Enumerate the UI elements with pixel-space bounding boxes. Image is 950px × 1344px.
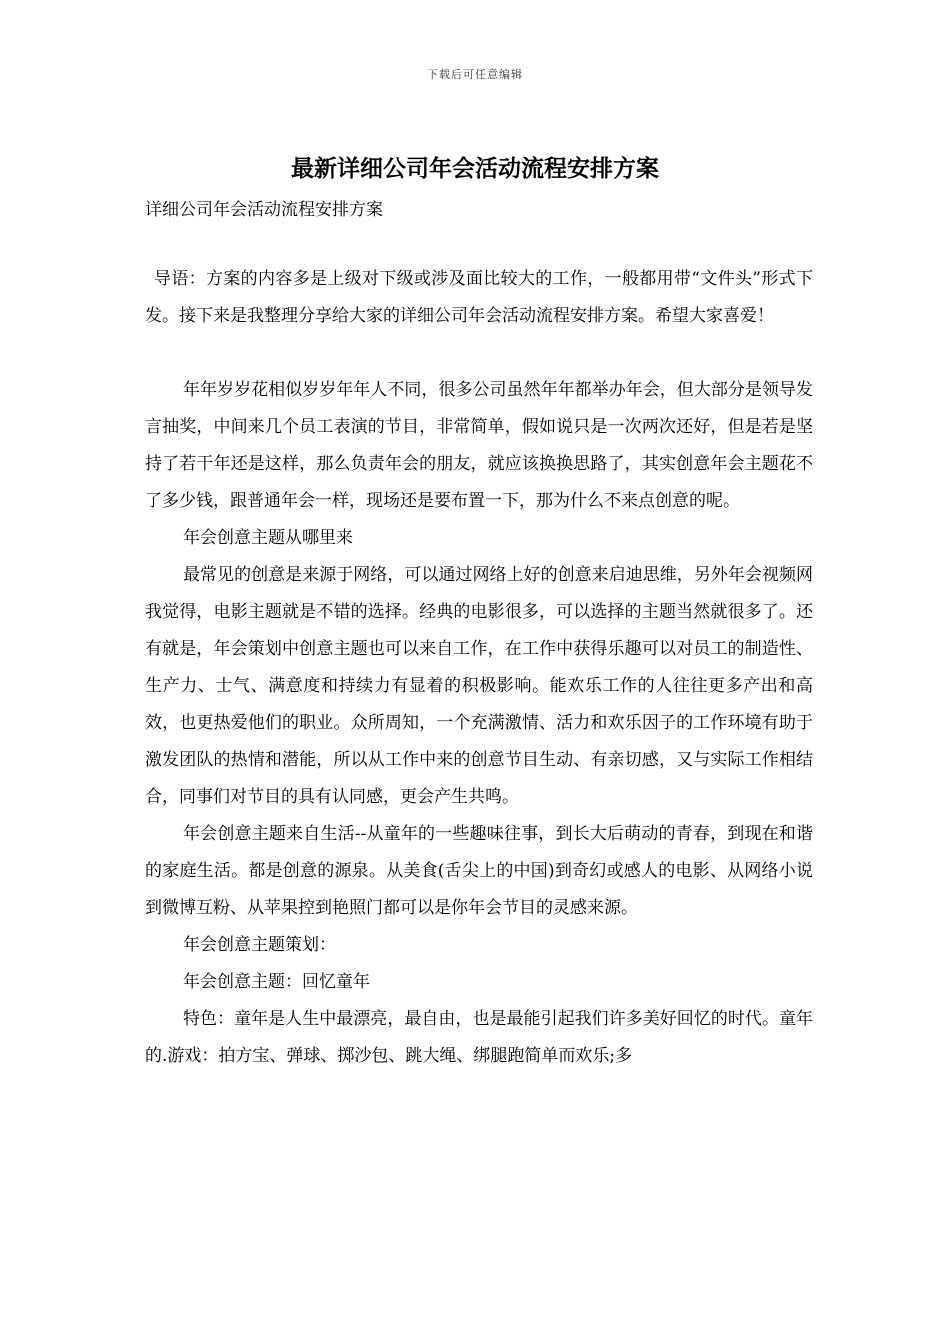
document-subtitle: 详细公司年会活动流程安排方案 <box>145 200 383 220</box>
page-header-note: 下载后可任意编辑 <box>427 68 523 81</box>
section-heading-theme-childhood: 年会创意主题：回忆童年 <box>183 972 370 992</box>
section-heading-theme-source: 年会创意主题从哪里来 <box>183 528 353 548</box>
body-paragraph-1: 年年岁岁花相似岁岁年年人不同，很多公司虽然年年都举办年会，但大部分是领导发言抽奖，中间来几个员工表演的节目，非常简单，假如说只是一次两次还好，但是若是坚持了若干年还是这样，那么负责年会的朋友，就应该换换思路了，其实创意年会主题花不了多少钱，跟普通年会一样，现场还是要布置一下，那为什么不来点创意的呢。 <box>145 380 813 511</box>
body-paragraph-4: 特色：童年是人生中最漂亮，最自由，也是最能引起我们许多美好回忆的时代。童年的.游戏：拍方宝、弹球、掷沙包、跳大绳、绑腿跑简单而欢乐;多 <box>145 1009 813 1066</box>
body-paragraph-3: 年会创意主题来自生活--从童年的一些趣味往事，到长大后萌动的青春，到现在和谐的家庭生活。都是创意的源泉。从美食(舌尖上的中国)到奇幻或感人的电影、从网络小说到微博互粉、从苹果控到艳照门都可以是你年会节目的灵感来源。 <box>145 824 813 918</box>
section-heading-theme-planning: 年会创意主题策划： <box>183 935 336 955</box>
body-paragraph-2: 最常见的创意是来源于网络，可以通过网络上好的创意来启迪思维，另外年会视频网我觉得，电影主题就是不错的选择。经典的电影很多，可以选择的主题当然就很多了。还有就是，年会策划中创意主题也可以来自工作，在工作中获得乐趣可以对员工的制造性、生产力、士气、满意度和持续力有显着的积极影响。能欢乐工作的人往往更多产出和高效，也更热爱他们的职业。众所周知，一个充满激情、活力和欢乐因子的工作环境有助于激发团队的热情和潜能，所以从工作中来的创意节目生动、有亲切感，又与实际工作相结合，同事们对节目的具有认同感，更会产生共鸣。 <box>145 565 813 807</box>
document-title: 最新详细公司年会活动流程安排方案 <box>291 155 659 182</box>
paragraph-spacer <box>145 335 813 372</box>
intro-paragraph: 导语：方案的内容多是上级对下级或涉及面比较大的工作，一般都用带“文件头”形式下发。接下来是我整理分享给大家的详细公司年会活动流程安排方案。希望大家喜爱！ <box>145 269 813 326</box>
document-body <box>145 261 813 1075</box>
